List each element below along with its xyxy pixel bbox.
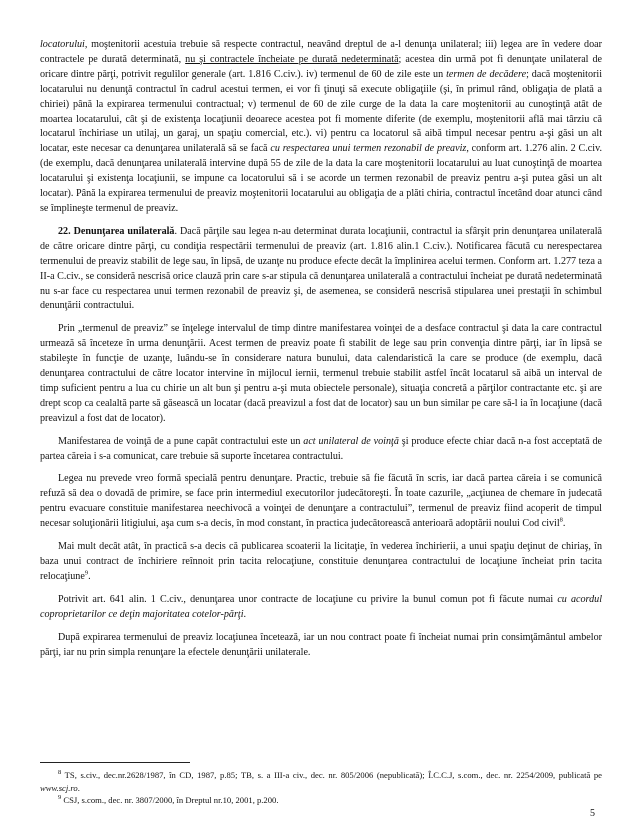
italic-term: cu acordul coproprietarilor ce deţin majoritatea cotelor-părţi bbox=[40, 593, 603, 620]
footnote-number: 8 bbox=[58, 769, 62, 777]
paragraph-text: . Dacă părţile sau legea n-au determinat durata locaţiunii, contractul ia sfârşit prin denunţarea unilaterală de către oricare dintre părţi, cu condiţia respectării termenului de preaviz (art. 1.816 alin.1 C.civ.). Notificarea făcută cu nerespectarea termenului de preaviz stabilit de lege sau, în lipsă, de uzanţe nu produce efecte decât la împlinirea acelui termen. Conform art. 1.277 teza a II-a C.civ., se consideră nescrisă orice clauză prin care s-ar stipula că denunţarea unilaterală a contractului încheiat pe durată nedeterminată nu s-ar face cu respectarea unui termen rezonabil de preaviz şi, de asemenea, se consideră nescrisă stipularea unei prestaţii în schimbul denunţării contractului. bbox=[40, 225, 602, 312]
footnote-text: TS, s.civ., dec.nr.2628/1987, în CD, 1987, p.85; TB, s. a III-a civ., dec. nr. 805/2006 (nepublicată); Î.C.C.J, s.com., dec. nr. 2254/2009, publicată pe bbox=[61, 770, 602, 780]
paragraph-text: Legea nu prevede vreo formă specială pentru denunţare. Practic, trebuie să fie făcută în scris, iar dacă partea căreia i se comunică refuză să dea o dovadă de primire, se face prin intermediul executorilor judecătoreşti. În toate cazurile, „acţiunea de chemare în judecată pentru evacuare constituie manifestarea neechivocă a voinţei de denunţare a contractului”, termenul de preaviz fiind acoperit de timpul necesar soluţionării litigiului, aşa cum s-a decis, în mod constant, în practica judecătorească anterioară adoptării noului Cod civil bbox=[40, 473, 602, 530]
italic-term: act unilateral de voinţă bbox=[303, 435, 399, 447]
paragraph-4 bbox=[40, 472, 602, 532]
paragraph-text: şi produce efecte chiar dacă n-a fost acceptată de partea căreia i s-a comunicat, care trebuie să suporte încetarea contractului. bbox=[40, 435, 602, 462]
paragraph-3 bbox=[40, 435, 602, 465]
paragraph-text: ; dacă moştenitorii locatarului nu denunţă contractul în cadrul acestui termen, ei vor fi ţinuţi să execute obligaţiile (şi, în primul rând, obligaţia de plată a chiriei) până la expirarea termenului contractual; v) termenul de 60 de zile curge de la data la care moştenitorii au cunoştinţă atât de moartea locatarului, cât şi de existenţa locaţiunii deoarece acestea pot fi momente diferite (de exemplu, moştenitorii află mai târziu că locatarul închiriase un utilaj, un garaj, un spaţiu comercial, etc.). vi) pentru ca locatorul să aibă timpul necesar pentru a-şi găsi un alt locatar, este necesar ca denunţarea unilaterală să se facă bbox=[40, 68, 602, 155]
paragraph-text: , conform art. 1.276 alin. 2 C.civ. (de exemplu, dacă denunţarea unilaterală intervine după 55 de zile de la data la care moştenitorii locatarului au luat cunoştinţă de moartea locatarului şi existenţa locaţiunii, se impune ca locatorului să i se acorde un termen rezonabil de preaviz pentru a-şi putea găsi un alt locatar). Până la expirarea termenului de preaviz moştenitorii locatarului au obligaţia de a plăti chiria, contractul încetând doar atunci când se împlineşte termenul de preaviz. bbox=[40, 143, 602, 214]
paragraph-5 bbox=[40, 540, 602, 585]
paragraph-7: După expirarea termenului de preaviz locaţiunea încetează, iar un nou contract poate fi încheiat numai prin consimţământul ambelor părţi, iar nu prin simpla renunţare la efectele denunţării unilaterale. bbox=[40, 631, 602, 658]
paragraph-0 bbox=[40, 38, 602, 217]
paragraph-1 bbox=[40, 225, 602, 314]
paragraph-text: Potrivit art. 641 alin. 1 C.civ., denunţarea unor contracte de locaţiune cu privire la bunul comun pot fi făcute numai bbox=[58, 593, 558, 605]
paragraph-text: Manifestarea de voinţă de a pune capăt contractului este un bbox=[58, 435, 304, 447]
paragraph-text: ; acestea din urmă pot fi denunţate unilateral de oricare dintre părţi, potrivit regulilor generale (art. 1.816 C.civ.). iv) termenul de 60 de zile este un bbox=[40, 53, 602, 80]
footnote-text: . bbox=[77, 782, 80, 793]
italic-term: cu respectarea unui termen rezonabil de preaviz bbox=[270, 143, 467, 155]
page-number: 5 bbox=[590, 808, 595, 819]
footnote-divider bbox=[40, 762, 190, 763]
underlined-phrase: nu şi contractele încheiate pe durată nedeterminată bbox=[185, 53, 399, 65]
footnote-ref[interactable]: 8 bbox=[559, 516, 563, 524]
paragraph-text: Mai mult decât atât, în practică s-a decis că publicarea scoaterii la licitaţie, în vederea închirierii, a unui spaţiu deţinut de chiriaş, în baza unui contract de închiriere reînnoit prin tacita relocaţiune, constituie denunţarea contractului de locaţiune încheiat prin tacita relocaţiune bbox=[40, 541, 602, 582]
footnote-number: 9 bbox=[58, 794, 62, 802]
footnote-text: CSJ, s.com., dec. nr. 3807/2000, în Dreptul nr.10, 2001, p.200. bbox=[61, 795, 279, 806]
paragraph-2: Prin „termenul de preaviz” se înţelege intervalul de timp dintre manifestarea voinţei de a desface contractul şi data la care contractul urmează să înceteze în urma denunţării. Acest termen de preaviz poate fi stabilit de lege sau prin convenţia dintre părţi, iar în lipsă se stabileşte în funcţie de uzanţe, luându-se în considerare natura bunului, data calendaristică la care se produce (de exemplu, dacă denunţarea contractului de către locator intervine în mijlocul iernii, termenul trebuie stabilit astfel încât locatarul să aibă un interval de timp suficient pentru a lua cu chirie un alt bun şi pentru a-şi muta obiectele personale), situaţia concretă a părţilor contractante etc. şi are drept scop ca cealaltă parte să găsească un locatar (dacă preavizul a fost dat de locator) sau un bun similar pe care să-l ia în locaţiune (dacă preavizul a fost dat de locator). bbox=[40, 323, 602, 424]
paragraph-text: , moştenitorii acestuia trebuie să respecte contractul, neavând dreptul de a-l denunţa unilateral; iii) legea are în vedere doar contractele pe durată determinată, bbox=[40, 39, 602, 65]
footnote-link[interactable]: www.scj.ro bbox=[40, 782, 78, 793]
footnote-8 bbox=[40, 769, 602, 794]
section-heading: 22. Denunţarea unilaterală bbox=[58, 225, 175, 237]
footnote-ref[interactable]: 9 bbox=[84, 569, 89, 577]
footnote-9 bbox=[40, 794, 602, 807]
paragraph-text: . bbox=[88, 570, 91, 582]
italic-term: termen de decădere bbox=[446, 68, 527, 80]
footnotes bbox=[40, 769, 602, 807]
paragraph-text: . bbox=[562, 518, 566, 530]
paragraph-6 bbox=[40, 593, 602, 623]
italic-term: locatorului bbox=[40, 39, 85, 50]
paragraph-text: . bbox=[243, 608, 247, 620]
body-text bbox=[40, 38, 602, 668]
